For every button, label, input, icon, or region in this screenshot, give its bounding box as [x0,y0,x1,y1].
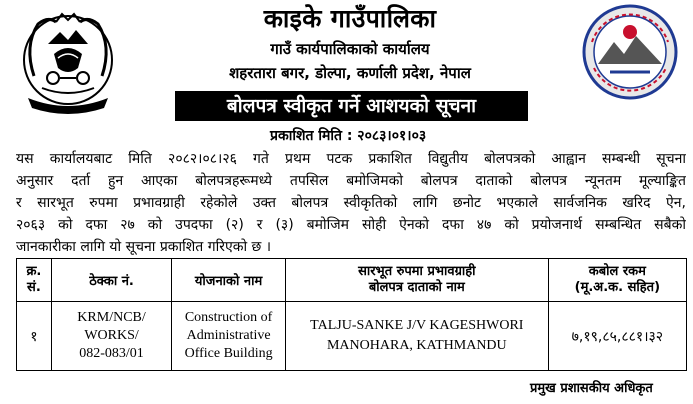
body-line: अनुसार दर्ता हुन आएका बोलपत्रहरूमध्ये तपसिल बमोजिमको बोलपत्र दाताको बोलपत्र न्यूनतम मूल्याङ्कित [16,173,686,189]
published-date: प्रकाशित मिति : २०८३।०१।०३ [270,128,427,144]
row-bid-amount: ७,१९,८५,८८१।३२ [548,302,686,371]
header-contract-number: ठेक्का नं. [51,259,171,302]
office-name: काइके गाउँपालिका [263,4,437,33]
header-bid-amount [548,259,686,302]
row-scheme-name [172,302,286,371]
table-header-row [17,259,687,302]
bidder-line: TALJU-SANKE J/V KAGESHWORI [310,318,524,333]
scheme-line: Construction of [184,310,273,325]
contract-line: WORKS/ [84,328,139,343]
row-serial-number: १ [17,302,52,371]
header-bidder-line2: बोलपत्र दाताको नाम [368,280,465,295]
scheme-line: Administrative [186,328,271,343]
row-contract-number [51,302,171,371]
office-subtitle: गाउँ कार्यपालिकाको कार्यालय [270,40,430,58]
notice-body [16,148,686,258]
signatory-title: प्रमुख प्रशासकीय अधिकृत [530,381,653,396]
scheme-line: Office Building [184,346,273,361]
bidder-line: MANOHARA, KATHMANDU [326,338,507,353]
header-amount-line2: (मू.अ.क. सहित) [574,280,661,295]
header-serial-line1: क्र. [26,264,42,279]
header-bidder-name [285,259,548,302]
header-scheme-name: योजनाको नाम [172,259,286,302]
header-serial-number [17,259,52,302]
header-amount-line1: कबोल रकम [588,264,646,279]
header-serial-line2: सं. [27,280,41,295]
body-line: यस कार्यालयबाट मिति २०८२।०८।२६ गते प्रथम पटक प्रकाशित विद्युतीय बोलपत्रको आह्वान सम्बन्धी सूचना [16,151,686,167]
contract-line: KRM/NCB/ [77,310,146,325]
bid-award-table [16,258,687,371]
kaike-municipality-logo-icon [580,2,680,102]
body-line: जानकारीका लागि यो सूचना प्रकाशित गरिएको छ । [16,239,272,255]
office-address: शहरतारा बगर, डोल्पा, कर्णाली प्रदेश, नेपाल [229,64,471,82]
table-row [17,302,687,371]
contract-line: 082-083/01 [79,346,144,361]
body-line: र सारभूत रुपमा प्रभावग्राही रहेकोले उक्त बोलपत्र स्वीकृतिको लागि छनोट भएकाले सार्वजनिक खरिद ऐन, [16,195,686,211]
letterhead [120,0,580,83]
body-line: २०६३ को दफा २७ को उपदफा (२) र (३) बमोजिम सोही ऐनको दफा ४७ को प्रयोजनार्थ सम्बन्धित सबैको [16,217,686,233]
row-bidder-name [285,302,548,371]
notice-title-banner: बोलपत्र स्वीकृत गर्ने आशयको सूचना [175,91,528,121]
header-bidder-line1: सारभूत रुपमा प्रभावग्राही [358,264,476,279]
nepal-emblem-icon [18,6,118,118]
